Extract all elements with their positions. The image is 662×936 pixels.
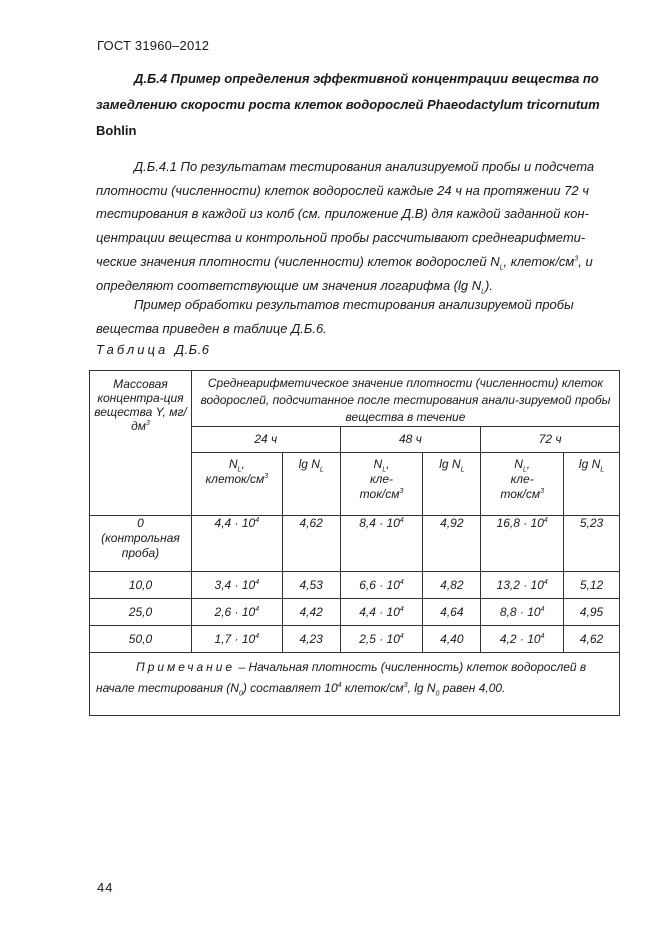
n24-cell: $1,7 \cdot 10^4$ <box>191 626 282 653</box>
table-caption <box>96 342 210 357</box>
para1-line-1: Д.Б.4.1 По результатам тестирования анализируемой пробы и подсчета <box>134 159 595 174</box>
table-row <box>90 626 620 653</box>
lg-header-48: $\lg N_L$ <box>423 453 481 516</box>
nl-header-48: $N_L$, кле- ток/$см^3$ <box>340 453 423 516</box>
page-number: 44 <box>97 880 114 895</box>
lg48-cell: 4,40 <box>423 626 481 653</box>
data-table <box>89 370 620 716</box>
lg72-cell: 4,95 <box>564 599 620 626</box>
time-header-72: 72 ч <box>481 427 620 453</box>
para1-line-4: центрации вещества и контрольной пробы рассчитывают среднеарифмети- <box>96 230 586 246</box>
density-header: Среднеарифметическое значение плотности (численности) клеток водорослей, подсчитанное после тестирования анали-зируемой пробы вещества в течение <box>191 371 619 427</box>
lg48-cell: 4,92 <box>423 516 481 572</box>
n72-cell: $8,8 \cdot 10^4$ <box>481 599 564 626</box>
lg-header-72: $\lg N_L$ <box>564 453 620 516</box>
lg24-cell: 4,53 <box>282 572 340 599</box>
lg24-cell: 4,62 <box>282 516 340 572</box>
n72-cell: $16,8 \cdot 10^4$ <box>481 516 564 572</box>
lg72-cell: 5,23 <box>564 516 620 572</box>
n24-cell: $2,6 \cdot 10^4$ <box>191 599 282 626</box>
section-title-line-1: Д.Б.4 Пример определения эффективной концентрации вещества по <box>134 71 599 86</box>
nl-header-72: $N_L$, кле- ток/$см^3$ <box>481 453 564 516</box>
conc-cell: 25,0 <box>90 599 192 626</box>
section-title <box>96 66 616 144</box>
n48-cell: $2,5 \cdot 10^4$ <box>340 626 423 653</box>
time-header-48: 48 ч <box>340 427 481 453</box>
note-label: Примечание <box>136 660 236 674</box>
table-row <box>90 572 620 599</box>
lg48-cell: 4,64 <box>423 599 481 626</box>
n48-cell: $8,4 \cdot 10^4$ <box>340 516 423 572</box>
time-header-24: 24 ч <box>191 427 340 453</box>
para1-line-2: плотности (численности) клеток водорослей каждые 24 ч на протяжении 72 ч <box>96 182 589 198</box>
n48-cell: $4,4 \cdot 10^4$ <box>340 599 423 626</box>
section-title-line-3: Bohlin <box>96 123 137 138</box>
n48-cell: $6,6 \cdot 10^4$ <box>340 572 423 599</box>
n72-cell: $4,2 \cdot 10^4$ <box>481 626 564 653</box>
para1-line-5: ческие значения плотности (численности) клеток водорослей $N_L$, клеток/$см^3$, и <box>96 253 593 272</box>
lg48-cell: 4,82 <box>423 572 481 599</box>
n72-cell: $13,2 \cdot 10^4$ <box>481 572 564 599</box>
lg72-cell: 4,62 <box>564 626 620 653</box>
paragraph-1 <box>96 155 616 297</box>
para1-line-3: тестирования в каждой из колб (см. приложение Д.В) для каждой заданной кон- <box>96 206 589 222</box>
lg72-cell: 5,12 <box>564 572 620 599</box>
n24-cell: $3,4 \cdot 10^4$ <box>191 572 282 599</box>
conc-cell: 10,0 <box>90 572 192 599</box>
n24-cell: $4,4 \cdot 10^4$ <box>191 516 282 572</box>
lg24-cell: 4,42 <box>282 599 340 626</box>
para2-line-1: Пример обработки результатов тестирования анализируемой пробы <box>134 297 574 312</box>
para1-line-6: определяют соответствующие им значения логарифма (lg $N_L$). <box>96 277 493 296</box>
standard-code: ГОСТ 31960–2012 <box>97 38 210 53</box>
concentration-header: Массовая концентра-ция вещества Y, $мг/дм^3$ <box>90 371 192 516</box>
paragraph-2 <box>96 293 616 340</box>
table-row <box>90 599 620 626</box>
section-title-line-2: замедлению скорости роста клеток водорослей Phaeodactylum tricornutum <box>96 97 600 112</box>
para2-line-2: вещества приведен в таблице Д.Б.6. <box>96 320 327 336</box>
table-caption-label: Таблица <box>96 342 169 357</box>
table-note: Примечание – Начальная плотность (численность) клеток водорослей в начале тестирования $(N_0)$ составляет $10^4$ клеток/$см^3$, $\lg N_0$ равен 4,00. <box>90 653 620 716</box>
table-row <box>90 516 620 572</box>
nl-header-24: $N_L$, клеток/$см^3$ <box>191 453 282 516</box>
lg24-cell: 4,23 <box>282 626 340 653</box>
lg-header-24: $\lg N_L$ <box>282 453 340 516</box>
conc-cell: 50,0 <box>90 626 192 653</box>
conc-cell: 0 (контрольная проба) <box>90 516 192 572</box>
table-caption-number: Д.Б.6 <box>174 342 210 357</box>
